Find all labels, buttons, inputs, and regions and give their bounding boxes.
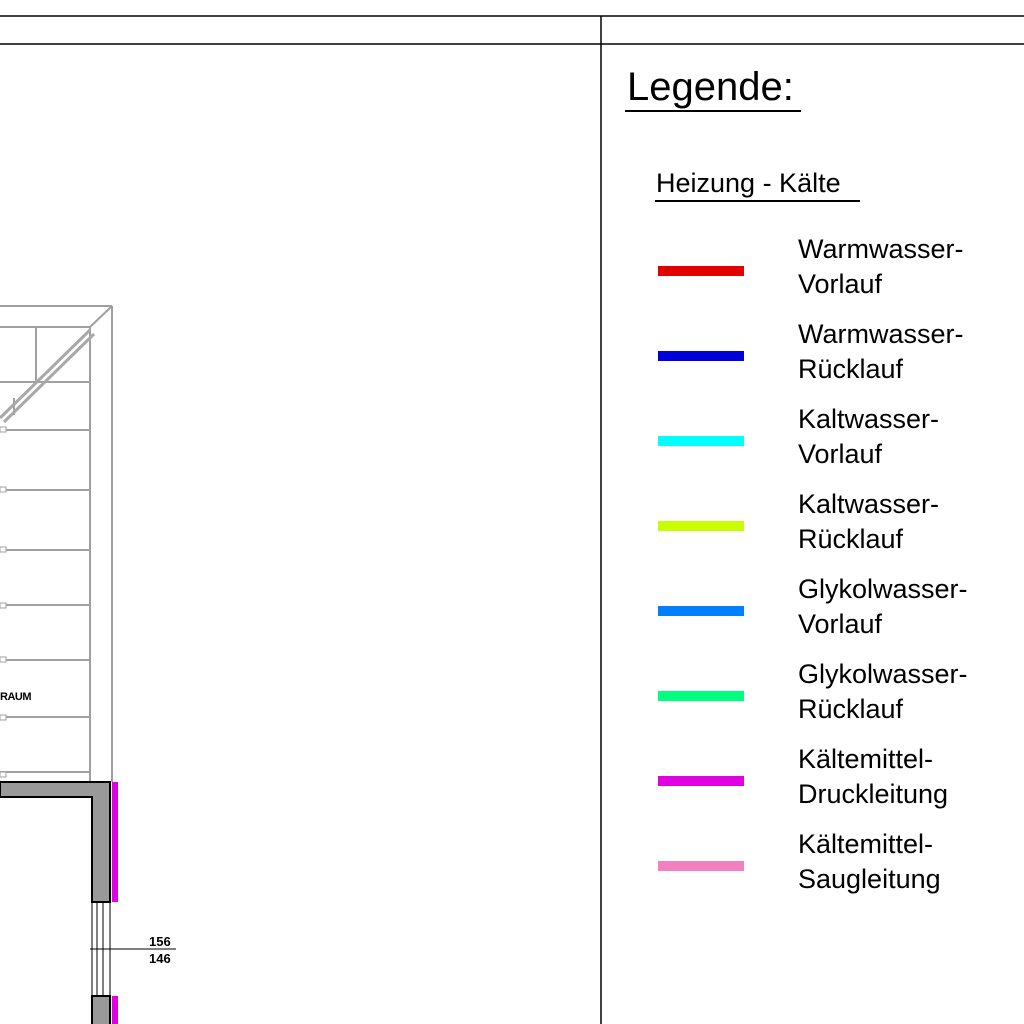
legend-label: Kältemittel- Druckleitung: [798, 744, 949, 809]
legend-title-underline: [625, 110, 801, 112]
legend-title: Legende:: [627, 65, 794, 109]
legend-swatch: [658, 691, 744, 701]
legend-label: Glykolwasser- Vorlauf: [798, 574, 968, 639]
legend-swatch: [658, 861, 744, 871]
legend-label: Kaltwasser- Vorlauf: [798, 404, 940, 469]
legend-label: Warmwasser- Rücklauf: [798, 319, 964, 384]
window-opening: [90, 902, 176, 996]
refrigerant-pipe: [112, 782, 118, 1024]
legend-swatch: [658, 521, 744, 531]
legend-label: Glykolwasser- Rücklauf: [798, 659, 968, 724]
room-label: RAUM: [0, 691, 31, 703]
staircase: [0, 306, 112, 782]
legend-label: Kältemittel- Saugleitung: [798, 829, 941, 894]
legend-swatch: [658, 436, 744, 446]
legend-label: Kaltwasser- Rücklauf: [798, 489, 940, 554]
legend-section-underline: [655, 200, 860, 202]
legend-item: [655, 829, 1015, 941]
legend-swatch: [658, 351, 744, 361]
legend-swatch: [658, 606, 744, 616]
legend-swatch: [658, 776, 744, 786]
dimension-lower: 146: [149, 951, 171, 966]
legend-label: Warmwasser- Vorlauf: [798, 234, 964, 299]
dimension-upper: 156: [149, 934, 171, 949]
legend-swatch: [658, 266, 744, 276]
legend-section-title: Heizung - Kälte: [656, 168, 841, 198]
tread-markers: [0, 427, 6, 777]
walls: [0, 782, 110, 1024]
